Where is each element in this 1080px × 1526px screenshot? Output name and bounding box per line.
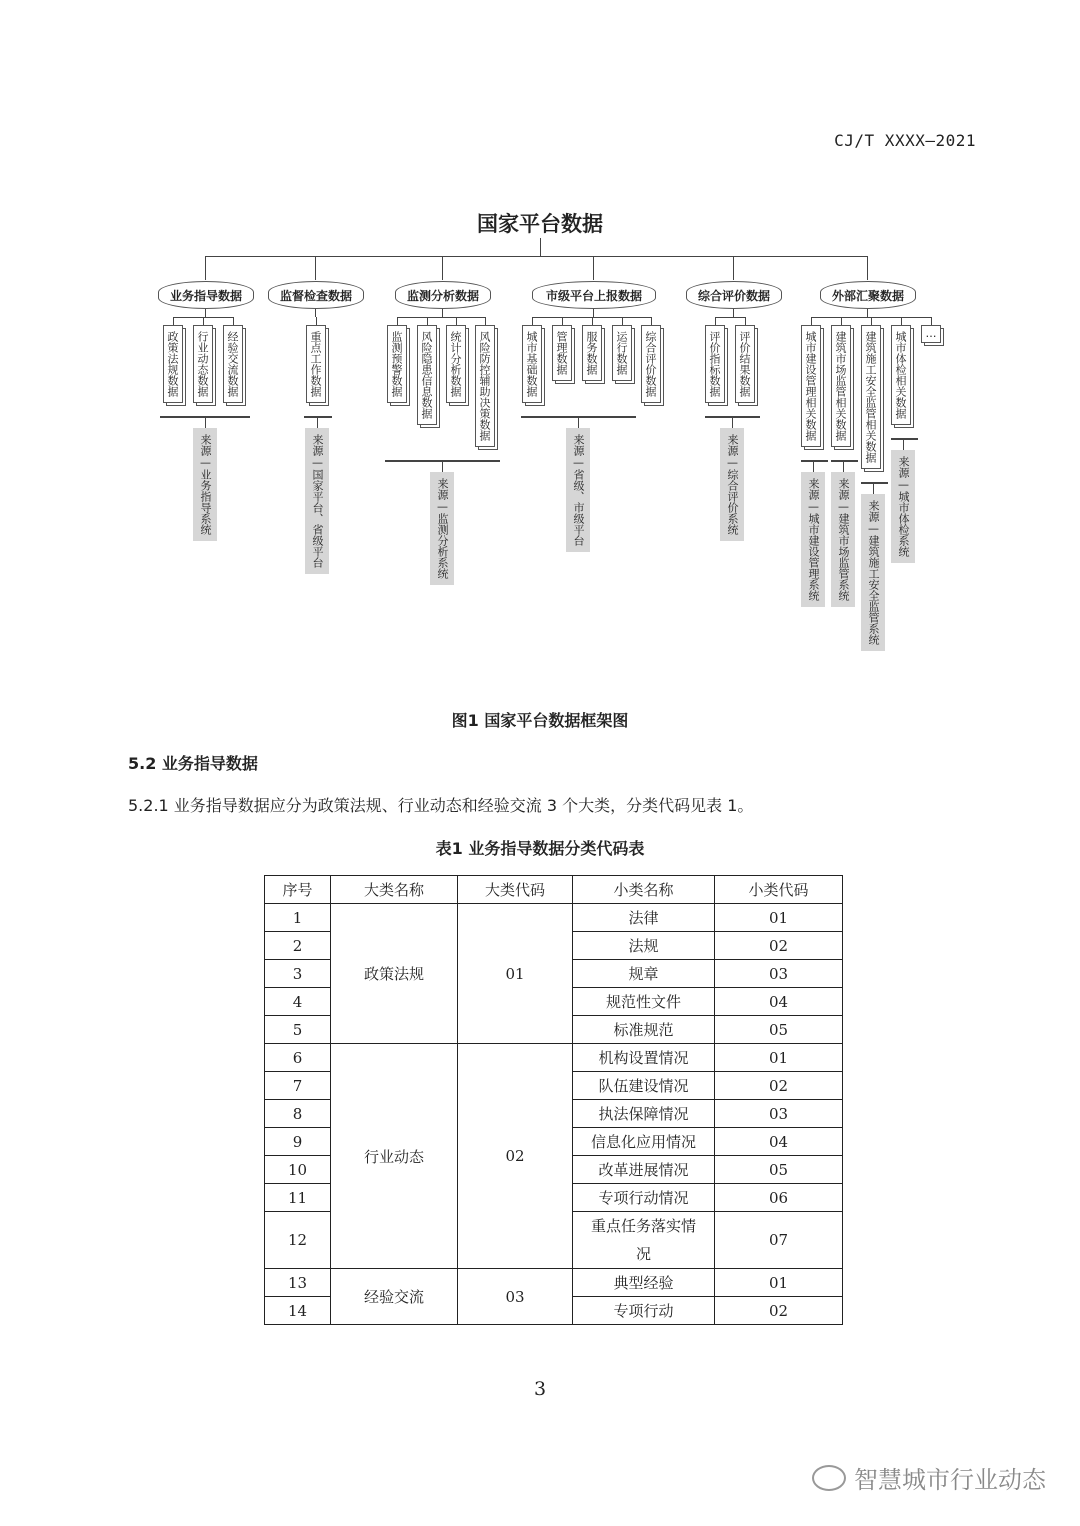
- table-cell: 重点任务落实情况: [573, 1212, 715, 1269]
- table-cell: 04: [715, 1128, 843, 1156]
- source-label: 来源—综合评价系统: [720, 428, 744, 541]
- connector-line: [745, 317, 746, 325]
- connector-line: [205, 256, 868, 257]
- child-node: 行业动态数据: [193, 325, 213, 403]
- figure-caption: 图1 国家平台数据框架图: [451, 711, 629, 730]
- connector-line: [733, 309, 734, 317]
- source-label: 来源—建筑市场监管系统: [831, 472, 855, 607]
- table-cell: 4: [265, 988, 331, 1016]
- connector-line: [861, 482, 888, 484]
- connector-line: [532, 317, 533, 325]
- connector-line: [427, 317, 428, 325]
- connector-line: [903, 438, 904, 450]
- table-cell: 14: [265, 1297, 331, 1325]
- watermark-text: 智慧城市行业动态: [854, 1466, 1046, 1494]
- connector-line: [841, 317, 842, 325]
- table-cell: 8: [265, 1100, 331, 1128]
- table-cell: 机构设置情况: [573, 1044, 715, 1072]
- connector-line: [593, 309, 594, 317]
- connector-line: [578, 416, 579, 428]
- child-node: 服务数据: [582, 325, 602, 381]
- diagram-title: 国家平台数据: [477, 212, 603, 236]
- child-node: 综合评价数据: [641, 325, 661, 403]
- table-row: [265, 1044, 843, 1072]
- header-cell: 大类名称: [331, 876, 458, 904]
- category-node: 市级平台上报数据: [532, 281, 656, 309]
- watermark: [812, 1460, 1046, 1495]
- table-row: [265, 1269, 843, 1297]
- table-cell: 行业动态: [331, 1044, 458, 1269]
- source-label: 来源—城市体检系统: [891, 450, 915, 563]
- connector-line: [651, 317, 652, 325]
- table-cell: 06: [715, 1184, 843, 1212]
- table-cell: 12: [265, 1212, 331, 1269]
- child-node: 运行数据: [612, 325, 632, 381]
- child-node: 城市基础数据: [522, 325, 542, 403]
- connector-line: [205, 416, 206, 428]
- child-node: 建筑施工安全监管相关数据: [861, 325, 881, 469]
- header-cell: 序号: [265, 876, 331, 904]
- table-cell: 01: [715, 1044, 843, 1072]
- paragraph: 5.2.1 业务指导数据应分为政策法规、行业动态和经验交流 3 个大类，分类代码见表 1。: [128, 796, 754, 815]
- header-cell: 大类代码: [458, 876, 573, 904]
- connector-line: [901, 317, 902, 325]
- connector-line: [205, 309, 206, 317]
- connector-line: [304, 416, 332, 418]
- connector-line: [317, 416, 318, 428]
- source-label: 来源—监测分析系统: [430, 472, 454, 585]
- child-node: 城市体检相关数据: [891, 325, 911, 425]
- connector-line: [173, 317, 174, 325]
- table-cell: 03: [715, 1100, 843, 1128]
- header-cell: 小类名称: [573, 876, 715, 904]
- connector-line: [871, 317, 872, 325]
- connector-line: [715, 317, 716, 325]
- connector-line: [397, 317, 486, 318]
- connector-line: [801, 460, 828, 462]
- connector-line: [316, 317, 317, 325]
- table-cell: 改革进展情况: [573, 1156, 715, 1184]
- table-cell: 专项行动情况: [573, 1184, 715, 1212]
- table-cell: 05: [715, 1016, 843, 1044]
- category-node: 外部汇聚数据: [820, 281, 916, 309]
- table-caption: 表1 业务指导数据分类代码表: [435, 839, 645, 858]
- table-cell: 专项行动: [573, 1297, 715, 1325]
- table-cell: 法律: [573, 904, 715, 932]
- table-row: [265, 904, 843, 932]
- header-cell: 小类代码: [715, 876, 843, 904]
- child-node: 风险隐患信息数据: [417, 325, 437, 425]
- table-cell: 9: [265, 1128, 331, 1156]
- connector-line: [813, 460, 814, 472]
- source-label: 来源—业务指导系统: [193, 428, 217, 541]
- connector-line: [442, 256, 443, 280]
- connector-line: [315, 256, 316, 280]
- connector-line: [315, 309, 316, 317]
- child-node: 管理数据: [552, 325, 572, 381]
- connector-line: [562, 317, 563, 325]
- category-node: 综合评价数据: [686, 281, 782, 309]
- table-cell: 5: [265, 1016, 331, 1044]
- connector-line: [485, 317, 486, 325]
- source-label: 来源—省级、市级平台: [566, 428, 590, 552]
- connector-line: [732, 416, 733, 428]
- connector-line: [733, 256, 734, 280]
- table-cell: 规范性文件: [573, 988, 715, 1016]
- connector-line: [397, 317, 398, 325]
- connector-line: [831, 460, 858, 462]
- connector-line: [442, 309, 443, 317]
- table-cell: 政策法规: [331, 904, 458, 1044]
- table-cell: 规章: [573, 960, 715, 988]
- child-node: 城市建设管理相关数据: [801, 325, 821, 447]
- source-label: 来源—建筑施工安全监管系统: [861, 494, 885, 651]
- connector-line: [715, 317, 746, 318]
- table-cell: 01: [715, 904, 843, 932]
- table-cell: 10: [265, 1156, 331, 1184]
- table-cell: 执法保障情况: [573, 1100, 715, 1128]
- child-node: 重点工作数据: [306, 325, 326, 403]
- connector-line: [811, 317, 812, 325]
- connector-line: [843, 460, 844, 472]
- table-cell: 01: [715, 1269, 843, 1297]
- table-cell: 经验交流: [331, 1269, 458, 1325]
- connector-line: [203, 317, 204, 325]
- table-cell: 标准规范: [573, 1016, 715, 1044]
- source-label: 来源—城市建设管理系统: [801, 472, 825, 607]
- child-node: 监测预警数据: [387, 325, 407, 403]
- table-cell: 典型经验: [573, 1269, 715, 1297]
- table-cell: 信息化应用情况: [573, 1128, 715, 1156]
- child-node: 经验交流数据: [223, 325, 243, 403]
- table-cell: 3: [265, 960, 331, 988]
- table-cell: 07: [715, 1212, 843, 1269]
- child-node: 统计分析数据: [446, 325, 466, 403]
- connector-line: [593, 256, 594, 280]
- table-cell: 2: [265, 932, 331, 960]
- table-cell: 6: [265, 1044, 331, 1072]
- connector-line: [540, 238, 541, 256]
- child-node: 评价指标数据: [705, 325, 725, 403]
- table-cell: 13: [265, 1269, 331, 1297]
- table-cell: 7: [265, 1072, 331, 1100]
- connector-line: [867, 309, 868, 317]
- category-node: 监督检查数据: [268, 281, 364, 309]
- connector-line: [622, 317, 623, 325]
- connector-line: [456, 317, 457, 325]
- connector-line: [931, 317, 932, 325]
- table-cell: 01: [458, 904, 573, 1044]
- connector-line: [867, 256, 868, 280]
- table-cell: 02: [715, 1072, 843, 1100]
- child-node: 评价结果数据: [735, 325, 755, 403]
- page-number: 3: [533, 1378, 547, 1400]
- child-node: 建筑市场监管相关数据: [831, 325, 851, 447]
- table-cell: 02: [715, 1297, 843, 1325]
- source-label: 来源—国家平台、省级平台: [305, 428, 329, 574]
- connector-line: [233, 317, 234, 325]
- category-node: 业务指导数据: [158, 281, 254, 309]
- connector-line: [592, 317, 593, 325]
- table-cell: 04: [715, 988, 843, 1016]
- document-number: CJ/T XXXX—2021: [834, 131, 976, 150]
- table-cell: 02: [458, 1044, 573, 1269]
- child-node: …: [921, 325, 941, 343]
- table-cell: 1: [265, 904, 331, 932]
- table-cell: 队伍建设情况: [573, 1072, 715, 1100]
- connector-line: [891, 438, 918, 440]
- connector-line: [873, 482, 874, 494]
- category-node: 监测分析数据: [395, 281, 491, 309]
- table-cell: 11: [265, 1184, 331, 1212]
- child-node: 风险防控辅助决策数据: [475, 325, 495, 447]
- table-cell: 法规: [573, 932, 715, 960]
- connector-line: [442, 460, 443, 472]
- table-cell: 03: [458, 1269, 573, 1325]
- classification-table: [264, 875, 843, 1325]
- child-node: 政策法规数据: [163, 325, 183, 403]
- table-cell: 03: [715, 960, 843, 988]
- table-cell: 02: [715, 932, 843, 960]
- connector-line: [205, 256, 206, 280]
- section-heading: 5.2 业务指导数据: [128, 754, 258, 773]
- wechat-icon: [812, 1465, 846, 1491]
- table-cell: 05: [715, 1156, 843, 1184]
